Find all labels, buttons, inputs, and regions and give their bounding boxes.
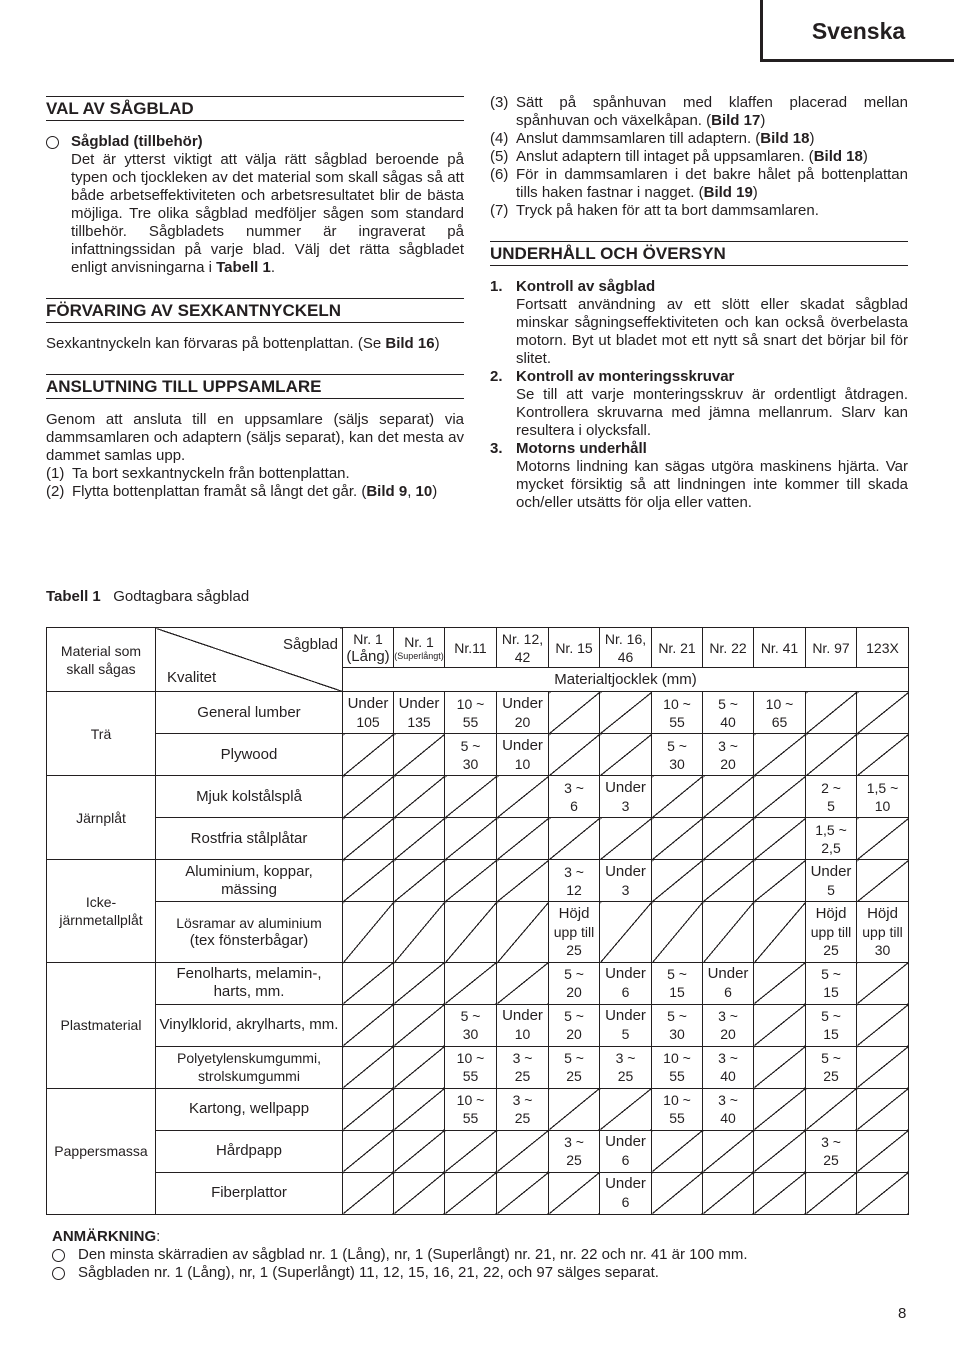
- blade-accessory-bullet: [46, 133, 464, 277]
- corner-diagonal: [156, 628, 343, 692]
- empty-cell: [857, 818, 909, 860]
- empty-cell: [445, 776, 497, 818]
- empty-cell: [394, 1088, 445, 1130]
- language-tab: Svenska: [760, 0, 954, 62]
- note-item: Den minsta skärradien av sågblad nr. 1 (Lång), nr, 1 (Superlångt) nr. 21, nr. 22 och nr. 41 är 100 mm.: [52, 1246, 922, 1264]
- empty-cell: [343, 1088, 394, 1130]
- thickness-cell: 5 ~ 25: [806, 1046, 857, 1088]
- left-column: [46, 96, 464, 501]
- empty-cell: [652, 818, 703, 860]
- thickness-cell: Under 6: [703, 962, 754, 1004]
- thickness-cell: Under 6: [600, 1130, 652, 1172]
- empty-cell: [549, 818, 600, 860]
- thickness-cell: Under 3: [600, 776, 652, 818]
- empty-cell: [857, 1172, 909, 1214]
- thickness-cell: 10 ~ 55: [445, 692, 497, 734]
- thickness-cell: 5 ~ 15: [806, 962, 857, 1004]
- thickness-cell: 5 ~ 15: [652, 962, 703, 1004]
- empty-cell: [445, 1130, 497, 1172]
- empty-cell: [497, 1130, 549, 1172]
- empty-cell: [497, 776, 549, 818]
- empty-cell: [394, 1004, 445, 1046]
- empty-cell: [497, 818, 549, 860]
- empty-cell: [754, 860, 806, 902]
- thickness-cell: 5 ~ 30: [652, 734, 703, 776]
- empty-cell: [343, 734, 394, 776]
- list-item: (4) Anslut dammsamlaren till adaptern. (Bild 18): [490, 130, 815, 147]
- hex-key-paragraph: Sexkantnyckeln kan förvaras på bottenplattan. (Se Bild 16): [46, 335, 440, 352]
- empty-cell: [394, 734, 445, 776]
- empty-cell: [600, 902, 652, 962]
- section-heading-hex-key: FÖRVARING AV SEXKANTNYCKELN: [46, 298, 464, 323]
- list-item: (2) Flytta bottenplattan framåt så långt det går. (Bild 9, 10): [46, 483, 438, 500]
- empty-cell: [857, 860, 909, 902]
- section-heading-dust-collector: ANSLUTNING TILL UPPSAMLARE: [46, 374, 464, 399]
- empty-cell: [754, 1088, 806, 1130]
- empty-cell: [394, 962, 445, 1004]
- thickness-cell: 5 ~ 15: [806, 1004, 857, 1046]
- empty-cell: [394, 1046, 445, 1088]
- thickness-label: Materialtjocklek (mm): [343, 668, 909, 692]
- thickness-cell: Under 10: [497, 734, 549, 776]
- empty-cell: [806, 1088, 857, 1130]
- list-item: 3. Motorns underhåll Motorns lindning kan sägas utgöra maskinens hjärta. Var mycket försiktig så att lindningen inte kommer till skada och/eller utsätts för olja eller vatten.: [490, 440, 908, 511]
- empty-cell: [445, 818, 497, 860]
- empty-cell: [343, 818, 394, 860]
- empty-cell: [549, 1172, 600, 1214]
- empty-cell: [754, 1172, 806, 1214]
- empty-cell: [703, 818, 754, 860]
- bullet-paragraph: Det är ytterst viktigt att välja rätt sågblad beroende på typen och tjockleken av det material som skall sågas så att både arbetseffektiviteten och arbetsresultatet blir de bästa möjliga. Tre olika sågblad medföljer sågen som standard tillbehör. Sågbladets nummer är ingraverat på infattningssidan på varje blad. Välj det rätta sågbladet enligt anvisningarna i Tabell 1.: [71, 151, 464, 276]
- quality-cell: Fenolharts, melamin-, harts, mm.: [156, 962, 343, 1004]
- material-group: Trä: [47, 692, 156, 776]
- blade-header: Nr. 21: [652, 628, 703, 668]
- empty-cell: [394, 818, 445, 860]
- thickness-cell: 5 ~ 20: [549, 962, 600, 1004]
- thickness-cell: 1,5 ~ 10: [857, 776, 909, 818]
- empty-cell: [754, 962, 806, 1004]
- empty-cell: [445, 860, 497, 902]
- circle-bullet-icon: [46, 136, 59, 149]
- list-item: (5) Anslut adaptern till intaget på uppsamlaren. (Bild 18): [490, 148, 868, 165]
- thickness-cell: Höjd upp till 25: [806, 902, 857, 962]
- empty-cell: [600, 1088, 652, 1130]
- quality-cell: Hårdpapp: [156, 1130, 343, 1172]
- empty-cell: [703, 1172, 754, 1214]
- empty-cell: [857, 734, 909, 776]
- corner-material: Material som skall sågas: [47, 628, 156, 692]
- empty-cell: [394, 1172, 445, 1214]
- quality-cell: Mjuk kolstålsplå: [156, 776, 343, 818]
- blade-header: Nr. 97: [806, 628, 857, 668]
- thickness-cell: 3 ~ 20: [703, 734, 754, 776]
- empty-cell: [549, 692, 600, 734]
- blade-table: [46, 627, 909, 1215]
- empty-cell: [703, 902, 754, 962]
- blade-header: Nr. 15: [549, 628, 600, 668]
- empty-cell: [549, 1088, 600, 1130]
- quality-cell: Kartong, wellpapp: [156, 1088, 343, 1130]
- material-group: Icke-järnmetallplåt: [47, 860, 156, 962]
- quality-cell: Rostfria stålplåtar: [156, 818, 343, 860]
- thickness-cell: 5 ~ 25: [549, 1046, 600, 1088]
- thickness-cell: 10 ~ 55: [445, 1046, 497, 1088]
- list-item: (7) Tryck på haken för att ta bort dammsamlaren.: [490, 202, 819, 219]
- section-heading-maintenance: UNDERHÅLL OCH ÖVERSYN: [490, 241, 908, 266]
- thickness-cell: 10 ~ 55: [445, 1088, 497, 1130]
- thickness-cell: Under 5: [600, 1004, 652, 1046]
- blade-header: Nr. 22: [703, 628, 754, 668]
- empty-cell: [806, 734, 857, 776]
- table-caption: Tabell 1 Godtagbara sågblad: [46, 588, 250, 605]
- empty-cell: [806, 692, 857, 734]
- empty-cell: [857, 962, 909, 1004]
- notes-title: ANMÄRKNING:: [52, 1228, 161, 1245]
- quality-cell: Vinylklorid, akrylharts, mm.: [156, 1004, 343, 1046]
- right-column: [490, 94, 908, 512]
- thickness-cell: Under 105: [343, 692, 394, 734]
- empty-cell: [652, 860, 703, 902]
- thickness-cell: 3 ~ 25: [497, 1046, 549, 1088]
- empty-cell: [394, 776, 445, 818]
- empty-cell: [652, 1130, 703, 1172]
- quality-cell: Plywood: [156, 734, 343, 776]
- empty-cell: [343, 902, 394, 962]
- thickness-cell: 3 ~ 12: [549, 860, 600, 902]
- thickness-cell: 5 ~ 20: [549, 1004, 600, 1046]
- thickness-cell: Höjd upp till 25: [549, 902, 600, 962]
- empty-cell: [754, 1130, 806, 1172]
- empty-cell: [445, 1172, 497, 1214]
- thickness-cell: Under 20: [497, 692, 549, 734]
- empty-cell: [703, 1130, 754, 1172]
- list-item: (6) För in dammsamlaren i det bakre hålet på bottenplattan tills haken fastnar i nagget. (Bild 19): [490, 166, 908, 201]
- thickness-cell: 10 ~ 55: [652, 1088, 703, 1130]
- page-number: 8: [898, 1305, 907, 1322]
- thickness-cell: 5 ~ 30: [652, 1004, 703, 1046]
- empty-cell: [343, 1130, 394, 1172]
- empty-cell: [703, 860, 754, 902]
- blade-header: Nr. 16, 46: [600, 628, 652, 668]
- list-item: 1. Kontroll av sågblad Fortsatt användning av ett slött eller skadat sågblad minskar sågningseffektiviteten och kan också överbelasta motorn. Byt ut bladet mot ett nytt så snart det börjar bil för slitet.: [490, 278, 908, 367]
- empty-cell: [857, 1130, 909, 1172]
- quality-cell: Polyetylenskumgummi, strolskumgummi: [156, 1046, 343, 1088]
- circle-bullet-icon: [52, 1267, 65, 1280]
- empty-cell: [343, 962, 394, 1004]
- empty-cell: [754, 1046, 806, 1088]
- thickness-cell: 3 ~ 6: [549, 776, 600, 818]
- empty-cell: [857, 692, 909, 734]
- blade-header: Nr. 1 (Superlångt): [394, 628, 445, 668]
- empty-cell: [652, 1172, 703, 1214]
- thickness-cell: 5 ~ 40: [703, 692, 754, 734]
- thickness-cell: 10 ~ 65: [754, 692, 806, 734]
- note-item: Sågbladen nr. 1 (Lång), nr, 1 (Superlångt) 11, 12, 15, 16, 21, 22, och 97 sälges separat.: [52, 1264, 922, 1282]
- notes: [52, 1228, 922, 1282]
- thickness-cell: Under 135: [394, 692, 445, 734]
- empty-cell: [394, 860, 445, 902]
- corner-blade: Sågblad: [282, 636, 338, 653]
- empty-cell: [497, 1172, 549, 1214]
- thickness-cell: Under 5: [806, 860, 857, 902]
- empty-cell: [343, 1172, 394, 1214]
- material-group: Järnplåt: [47, 776, 156, 860]
- empty-cell: [600, 734, 652, 776]
- empty-cell: [754, 1004, 806, 1046]
- empty-cell: [754, 776, 806, 818]
- list-item: (1) Ta bort sexkantnyckeln från bottenplattan.: [46, 465, 350, 482]
- section-heading-blade-selection: VAL AV SÅGBLAD: [46, 96, 464, 121]
- maintenance-list: [490, 278, 908, 512]
- thickness-cell: Under 6: [600, 1172, 652, 1214]
- thickness-cell: 10 ~ 55: [652, 1046, 703, 1088]
- dust-intro-paragraph: Genom att ansluta till en uppsamlare (säljs separat) via dammsamlaren och adaptern (säljs separat), kan det mesta av dammet samlas upp.: [46, 411, 464, 464]
- material-group: Pappersmassa: [47, 1088, 156, 1214]
- empty-cell: [445, 902, 497, 962]
- empty-cell: [754, 902, 806, 962]
- quality-cell: General lumber: [156, 692, 343, 734]
- thickness-cell: 1,5 ~ 2,5: [806, 818, 857, 860]
- thickness-cell: Under 10: [497, 1004, 549, 1046]
- empty-cell: [549, 734, 600, 776]
- thickness-cell: 5 ~ 30: [445, 734, 497, 776]
- material-group: Plastmaterial: [47, 962, 156, 1088]
- thickness-cell: 3 ~ 40: [703, 1046, 754, 1088]
- empty-cell: [857, 1004, 909, 1046]
- thickness-cell: 3 ~ 20: [703, 1004, 754, 1046]
- empty-cell: [857, 1046, 909, 1088]
- blade-header: Nr. 1 (Lång): [343, 628, 394, 668]
- empty-cell: [445, 962, 497, 1004]
- empty-cell: [652, 776, 703, 818]
- blade-header: Nr. 41: [754, 628, 806, 668]
- empty-cell: [497, 902, 549, 962]
- empty-cell: [857, 1088, 909, 1130]
- dust-steps-list-continued: [490, 94, 908, 220]
- empty-cell: [652, 902, 703, 962]
- thickness-cell: 10 ~ 55: [652, 692, 703, 734]
- blade-header: 123X: [857, 628, 909, 668]
- empty-cell: [497, 860, 549, 902]
- empty-cell: [806, 1172, 857, 1214]
- quality-cell: Aluminium, koppar, mässing: [156, 860, 343, 902]
- blade-header: Nr. 12, 42: [497, 628, 549, 668]
- empty-cell: [343, 1046, 394, 1088]
- thickness-cell: Höjd upp till 30: [857, 902, 909, 962]
- bullet-title: Sågblad (tillbehör): [71, 133, 203, 150]
- circle-bullet-icon: [52, 1249, 65, 1262]
- thickness-cell: 3 ~ 25: [497, 1088, 549, 1130]
- empty-cell: [703, 776, 754, 818]
- thickness-cell: 5 ~ 30: [445, 1004, 497, 1046]
- quality-cell: Lösramar av aluminium (tex fönsterbågar): [156, 902, 343, 962]
- empty-cell: [394, 902, 445, 962]
- list-item: (3) Sätt på spånhuvan med klaffen placerad mellan spånhuvan och växelkåpan. (Bild 17): [490, 94, 908, 129]
- thickness-cell: 3 ~ 25: [806, 1130, 857, 1172]
- empty-cell: [497, 962, 549, 1004]
- empty-cell: [754, 818, 806, 860]
- corner-quality: Kvalitet: [167, 669, 217, 687]
- blade-header: Nr.11: [445, 628, 497, 668]
- dust-steps-list: [46, 465, 464, 501]
- thickness-cell: 2 ~ 5: [806, 776, 857, 818]
- quality-cell: Fiberplattor: [156, 1172, 343, 1214]
- thickness-cell: 3 ~ 25: [549, 1130, 600, 1172]
- empty-cell: [343, 776, 394, 818]
- empty-cell: [343, 1004, 394, 1046]
- empty-cell: [343, 860, 394, 902]
- thickness-cell: 3 ~ 40: [703, 1088, 754, 1130]
- empty-cell: [600, 692, 652, 734]
- thickness-cell: Under 3: [600, 860, 652, 902]
- list-item: 2. Kontroll av monteringsskruvar Se till att varje monteringsskruv är ordentligt åtdragen. Kontrollera skruvarna med jämna mellanrum. Slarv kan resultera i olycksfall.: [490, 368, 908, 439]
- thickness-cell: Under 6: [600, 962, 652, 1004]
- thickness-cell: 3 ~ 25: [600, 1046, 652, 1088]
- empty-cell: [394, 1130, 445, 1172]
- empty-cell: [754, 734, 806, 776]
- empty-cell: [600, 818, 652, 860]
